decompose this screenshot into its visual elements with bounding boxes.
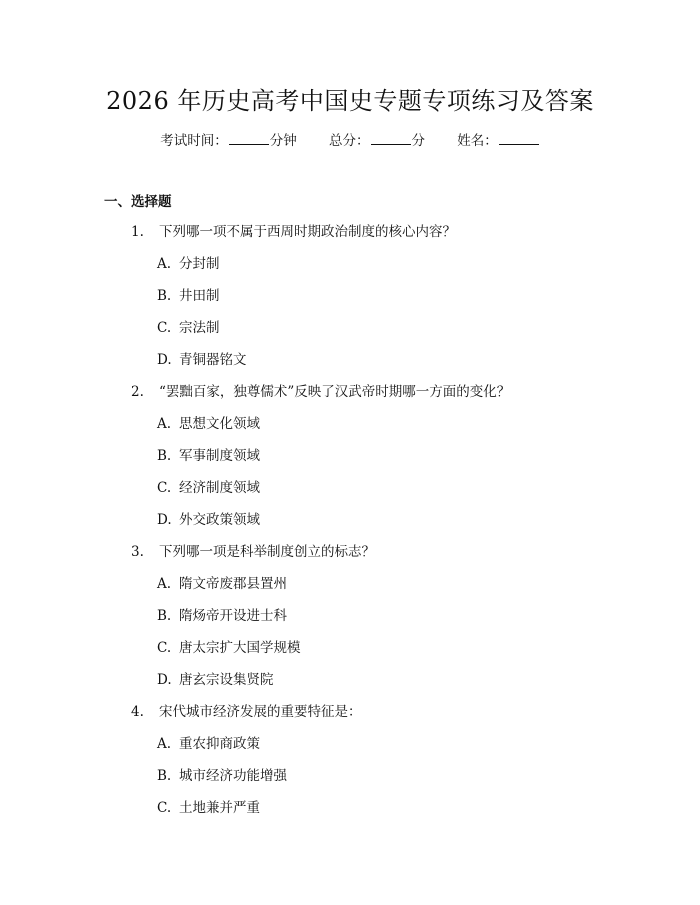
option-3-d <box>157 670 274 690</box>
total-score-label: 总分： <box>329 133 370 149</box>
question-number: 4. <box>131 704 144 720</box>
option-1-d <box>157 350 247 370</box>
student-name <box>457 131 540 151</box>
question-2 <box>131 382 510 402</box>
question-3 <box>131 542 375 562</box>
option-text: 城市经济功能增强 <box>179 768 287 784</box>
option-text: 军事制度领域 <box>179 448 260 464</box>
option-label: D. <box>157 512 172 528</box>
option-text: 重农抑商政策 <box>179 736 260 752</box>
total-score-blank[interactable] <box>371 131 411 145</box>
exam-time <box>160 131 297 151</box>
question-number: 1. <box>131 224 144 240</box>
option-3-c <box>157 638 301 658</box>
option-text: 青铜器铭文 <box>179 352 247 368</box>
option-text: 唐玄宗设集贤院 <box>179 672 274 688</box>
option-text: 隋炀帝开设进士科 <box>179 608 287 624</box>
question-number: 2. <box>131 384 144 400</box>
question-1 <box>131 222 456 242</box>
question-number: 3. <box>131 544 144 560</box>
option-label: D. <box>157 672 172 688</box>
page-title: 2026 年历史高考中国史专题专项练习及答案 <box>106 87 594 115</box>
option-2-c <box>157 478 260 498</box>
option-4-b <box>157 766 287 786</box>
option-text: 经济制度领域 <box>179 480 260 496</box>
option-label: A. <box>157 256 172 272</box>
option-4-a <box>157 734 260 754</box>
option-label: D. <box>157 352 172 368</box>
question-text: 宋代城市经济发展的重要特征是： <box>159 704 362 720</box>
exam-time-unit: 分钟 <box>269 133 297 149</box>
option-label: C. <box>157 320 172 336</box>
total-score-unit: 分 <box>411 133 425 149</box>
option-label: C. <box>157 640 172 656</box>
student-name-label: 姓名： <box>457 133 498 149</box>
option-label: A. <box>157 416 172 432</box>
exam-time-blank[interactable] <box>229 131 269 145</box>
option-text: 土地兼并严重 <box>179 800 260 816</box>
option-label: A. <box>157 576 172 592</box>
option-text: 隋文帝废郡县置州 <box>179 576 287 592</box>
question-text: 下列哪一项不属于西周时期政治制度的核心内容？ <box>159 224 456 240</box>
option-3-a <box>157 574 287 594</box>
total-score <box>329 131 425 151</box>
option-label: A. <box>157 736 172 752</box>
option-1-c <box>157 318 220 338</box>
option-text: 分封制 <box>179 256 220 272</box>
question-text: “罢黜百家，独尊儒术”反映了汉武帝时期哪一方面的变化？ <box>159 384 511 400</box>
option-2-a <box>157 414 260 434</box>
option-2-d <box>157 510 260 530</box>
option-2-b <box>157 446 260 466</box>
exam-meta <box>0 131 700 151</box>
question-text: 下列哪一项是科举制度创立的标志？ <box>159 544 375 560</box>
section-title: 一、选择题 <box>104 194 172 210</box>
student-name-blank[interactable] <box>499 131 539 145</box>
option-1-a <box>157 254 220 274</box>
option-label: B. <box>157 288 172 304</box>
option-label: B. <box>157 608 172 624</box>
option-1-b <box>157 286 220 306</box>
option-text: 思想文化领域 <box>179 416 260 432</box>
option-label: C. <box>157 800 172 816</box>
option-4-c <box>157 798 260 818</box>
option-text: 唐太宗扩大国学规模 <box>179 640 301 656</box>
option-label: B. <box>157 448 172 464</box>
exam-time-label: 考试时间： <box>160 133 228 149</box>
option-label: B. <box>157 768 172 784</box>
option-label: C. <box>157 480 172 496</box>
option-3-b <box>157 606 287 626</box>
option-text: 外交政策领域 <box>179 512 260 528</box>
option-text: 井田制 <box>179 288 220 304</box>
question-4 <box>131 702 362 722</box>
option-text: 宗法制 <box>179 320 220 336</box>
